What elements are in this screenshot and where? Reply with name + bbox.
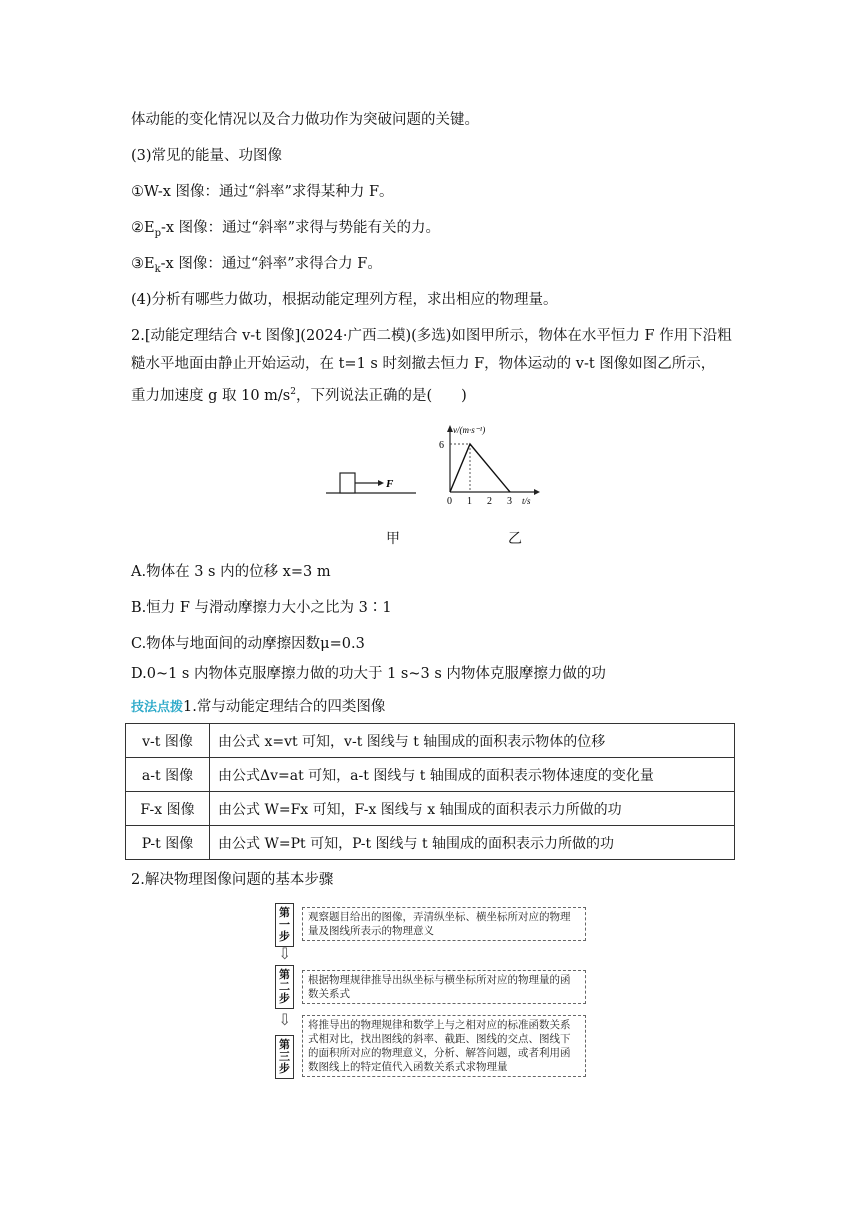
tip-title: 1.常与动能定理结合的四类图像 <box>183 699 386 715</box>
table-cell-name: v-t 图像 <box>126 724 210 758</box>
paragraph-text: ①W-x 图像：通过“斜率”求得某种力 F。 <box>131 184 394 200</box>
text-span: 重力加速度 g 取 10 m/s <box>131 387 291 404</box>
caption-left: 甲 <box>386 531 400 547</box>
step-3-text: 将推导出的物理规律和数学上与之相对应的标准函数关系式相对比，找出图线的斜率、截距、图线的交点、图线下的面积所对应的物理意义，分析、解答问题，或者利用函数图线上的特定值代入函数关系式求物理量 <box>302 1015 586 1077</box>
step-2-text: 根据物理规律推导出纵坐标与横坐标所对应的物理量的函数关系式 <box>302 970 586 1004</box>
block-force-figure <box>320 465 420 505</box>
tip-label: 技法点拨 <box>131 700 184 715</box>
question-text <box>131 382 467 406</box>
question-text: 2.[动能定理结合 v-t 图像](2024·广西二模)(多选)如图甲所示，物体在水平恒力 F 作用下沿粗 <box>131 328 732 344</box>
table-cell-desc: 由公式Δv=at 可知，a-t 图线与 t 轴围成的面积表示物体速度的变化量 <box>210 758 735 792</box>
step-1-label: 第一步 <box>275 903 294 947</box>
table-cell-name: P-t 图像 <box>126 826 210 860</box>
table-row <box>126 758 735 792</box>
caption-right: 乙 <box>508 531 522 547</box>
x-axis-arrow <box>534 489 540 495</box>
question-text: 糙水平地面由静止开始运动，在 t=1 s 时刻撤去恒力 F，物体运动的 v-t 图像如图乙所示， <box>131 356 716 372</box>
x-axis-label: t/s <box>522 496 531 506</box>
option-b: B.恒力 F 与滑动摩擦力大小之比为 3∶1 <box>131 600 392 616</box>
option-d: D.0~1 s 内物体克服摩擦力做的功大于 1 s~3 s 内物体克服摩擦力做的功 <box>131 666 606 682</box>
superscript: 2 <box>290 387 296 397</box>
y-tick-label: 6 <box>439 440 444 451</box>
option-a: A.物体在 3 s 内的位移 x=3 m <box>131 564 331 580</box>
graph-types-table <box>125 723 735 860</box>
x-tick-label: 3 <box>507 496 512 507</box>
down-arrow-icon: ⇩ <box>278 1010 292 1029</box>
section-heading: (3)常见的能量、功图像 <box>131 148 283 164</box>
force-arrowhead <box>378 480 384 486</box>
option-c: C.物体与地面间的动摩擦因数μ=0.3 <box>131 636 365 652</box>
table-cell-name: F-x 图像 <box>126 792 210 826</box>
paragraph-text: (4)分析有哪些力做功，根据动能定理列方程，求出相应的物理量。 <box>131 292 558 308</box>
down-arrow-icon: ⇩ <box>278 944 292 963</box>
table-row <box>126 792 735 826</box>
paragraph-text <box>131 254 382 280</box>
table-row <box>126 724 735 758</box>
block <box>340 473 355 493</box>
text-span: -x 图像：通过“斜率”求得与势能有关的力。 <box>161 220 441 236</box>
table-cell-name: a-t 图像 <box>126 758 210 792</box>
subscript: k <box>154 263 161 275</box>
velocity-series-line <box>450 444 510 492</box>
force-label: F <box>386 478 394 490</box>
tip-heading <box>131 697 385 718</box>
paragraph-text <box>131 218 440 244</box>
subscript: p <box>154 227 161 239</box>
table-row <box>126 826 735 860</box>
text-span: -x 图像：通过“斜率”求得合力 F。 <box>160 256 382 272</box>
step-2-label: 第二步 <box>275 965 294 1009</box>
steps-title: 2.解决物理图像问题的基本步骤 <box>131 872 334 888</box>
y-axis-label: v/(m·s⁻¹) <box>453 425 486 435</box>
paragraph-text: 体动能的变化情况以及合力做功作为突破问题的关键。 <box>131 112 479 128</box>
step-1-text: 观察题目给出的图像，弄清纵坐标、横坐标所对应的物理量及图线所表示的物理意义 <box>302 907 586 941</box>
x-tick-label: 0 <box>447 496 452 507</box>
text-span: ②E <box>131 220 155 236</box>
text-span: ③E <box>131 256 155 272</box>
text-span: ，下列说法正确的是( ) <box>295 387 467 404</box>
x-tick-label: 1 <box>467 496 472 507</box>
table-cell-desc: 由公式 W=Pt 可知，P-t 图线与 t 轴围成的面积表示力所做的功 <box>210 826 735 860</box>
table-cell-desc: 由公式 W=Fx 可知，F-x 图线与 x 轴围成的面积表示力所做的功 <box>210 792 735 826</box>
table-cell-desc: 由公式 x=vt 可知，v-t 图线与 t 轴围成的面积表示物体的位移 <box>210 724 735 758</box>
step-3-label: 第三步 <box>275 1035 294 1079</box>
vt-graph <box>436 420 546 512</box>
x-tick-label: 2 <box>487 496 492 507</box>
